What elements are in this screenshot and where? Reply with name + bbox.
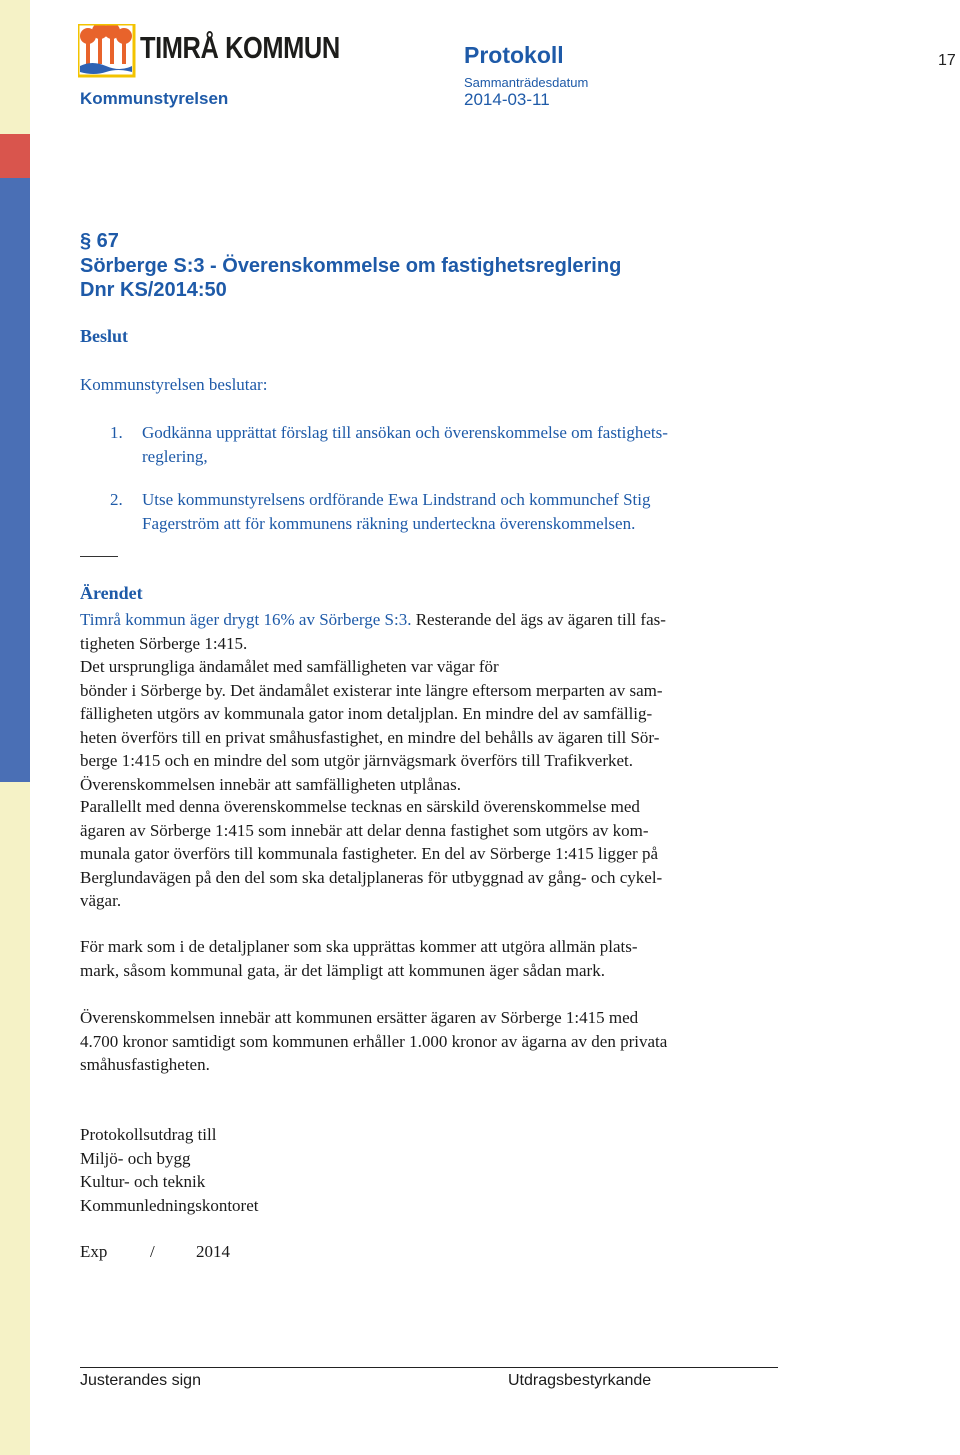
distribution-heading: Protokollsutdrag till — [80, 1125, 217, 1144]
text-line: mark, såsom kommunal gata, är det lämpligt att kommunen äger sådan mark. — [80, 960, 605, 980]
text-run: En mindre del av samfällig- — [458, 704, 653, 723]
committee-name: Kommunstyrelsen — [80, 89, 229, 108]
text-line: Överenskommelsen innebär att kommunen ersätter ägaren av Sörberge 1:415 med — [80, 1008, 639, 1027]
text-run: bönder i Sörberge by. — [80, 680, 226, 700]
section-number: § 67 — [80, 230, 119, 252]
footer-rule — [80, 1367, 778, 1368]
left-strip-blue — [0, 178, 30, 782]
tree-emblem-icon — [78, 24, 138, 82]
logo-wordmark: TIMRÅ KOMMUN — [140, 30, 340, 65]
text-run: Det ändamålet existerar inte längre eftersom merparten av sam- — [225, 680, 663, 700]
exp-label: Exp — [80, 1242, 108, 1261]
arendet-paragraph-4 — [80, 1006, 780, 1077]
list-item — [142, 421, 668, 468]
municipality-logo — [78, 24, 338, 82]
text-run: tigheten Sörberge 1:415. — [80, 633, 248, 653]
list-item-line: Godkänna upprättat förslag till ansökan och överenskommelse om fastighets- — [142, 423, 668, 442]
left-strip-yellow-bottom — [0, 782, 30, 1455]
exp-year: 2014 — [196, 1242, 230, 1261]
text-line: ägaren av Sörberge 1:415 som innebär att delar denna fastighet som utgörs av kom- — [80, 820, 649, 840]
text-line: småhusfastigheten. — [80, 1055, 210, 1074]
arendet-paragraph-2 — [80, 795, 780, 913]
list-item-number: 2. — [110, 490, 123, 509]
text-line: munala gator överförs till kommunala fastigheter. En del av Sörberge 1:415 ligger på — [80, 844, 658, 863]
distribution-recipient: Kultur- och teknik — [80, 1172, 206, 1191]
page-number: 17 — [938, 52, 956, 69]
footer-utdragsbestyrkande: Utdragsbestyrkande — [508, 1372, 652, 1389]
text-line: Parallellt med denna överenskommelse tecknas en särskild överenskommelse med — [80, 797, 640, 816]
distribution-recipient: Miljö- och bygg — [80, 1148, 191, 1168]
list-item-number: 1. — [110, 423, 123, 442]
left-strip-red — [0, 134, 30, 178]
section-title: Sörberge S:3 - Överenskommelse om fastighetsreglering — [80, 255, 622, 277]
diary-number: Dnr KS/2014:50 — [80, 279, 227, 301]
distribution-list — [80, 1123, 258, 1217]
document-type: Protokoll — [464, 42, 564, 68]
list-item-line: Fagerström att för kommunens räkning underteckna överenskommelsen. — [142, 513, 636, 533]
exp-slash: / — [150, 1242, 155, 1261]
list-item — [142, 488, 650, 535]
text-line: 4.700 kronor samtidigt som kommunen erhåller 1.000 kronor av ägarna av den privata — [80, 1031, 668, 1051]
meeting-date: 2014-03-11 — [464, 90, 550, 109]
text-run: Överenskommelsen innebär att samfälligheten utplånas. — [80, 774, 461, 794]
text-run: Timrå kommun äger drygt 16% av Sörberge S:3. — [80, 610, 412, 629]
left-strip-yellow — [0, 0, 30, 134]
separator-rule — [80, 556, 118, 557]
text-run: Det ursprungliga ändamålet med samfälligheten var vägar för — [80, 657, 499, 676]
list-item-line: Utse kommunstyrelsens ordförande Ewa Lindstrand och kommunchef Stig — [142, 490, 651, 509]
text-run: fälligheten utgörs av kommunala gator inom detaljplan. — [80, 704, 459, 723]
text-line: vägar. — [80, 891, 122, 910]
arendet-paragraph-1 — [80, 608, 780, 796]
footer-justerandes-sign: Justerandes sign — [80, 1372, 201, 1389]
arendet-heading: Ärendet — [80, 583, 143, 603]
distribution-recipient: Kommunledningskontoret — [80, 1195, 259, 1215]
list-item-line: reglering, — [142, 446, 208, 466]
beslut-heading: Beslut — [80, 326, 129, 346]
text-run: Resterande del ägs av ägaren till fas- — [411, 610, 666, 629]
meeting-date-label: Sammanträdesdatum — [464, 75, 589, 90]
text-line: Berglundavägen på den del som ska detaljplaneras för utbyggnad av gång- och cykel- — [80, 867, 663, 887]
text-run: berge 1:415 och en mindre del som utgör järnvägsmark överförs till Trafikverket. — [80, 751, 634, 770]
beslut-intro: Kommunstyrelsen beslutar: — [80, 375, 268, 394]
text-run: heten överförs till en privat småhusfastighet, en mindre del behålls av ägaren till Sör- — [80, 727, 660, 747]
arendet-paragraph-3 — [80, 935, 780, 982]
text-line: För mark som i de detaljplaner som ska upprättas kommer att utgöra allmän plats- — [80, 937, 638, 956]
